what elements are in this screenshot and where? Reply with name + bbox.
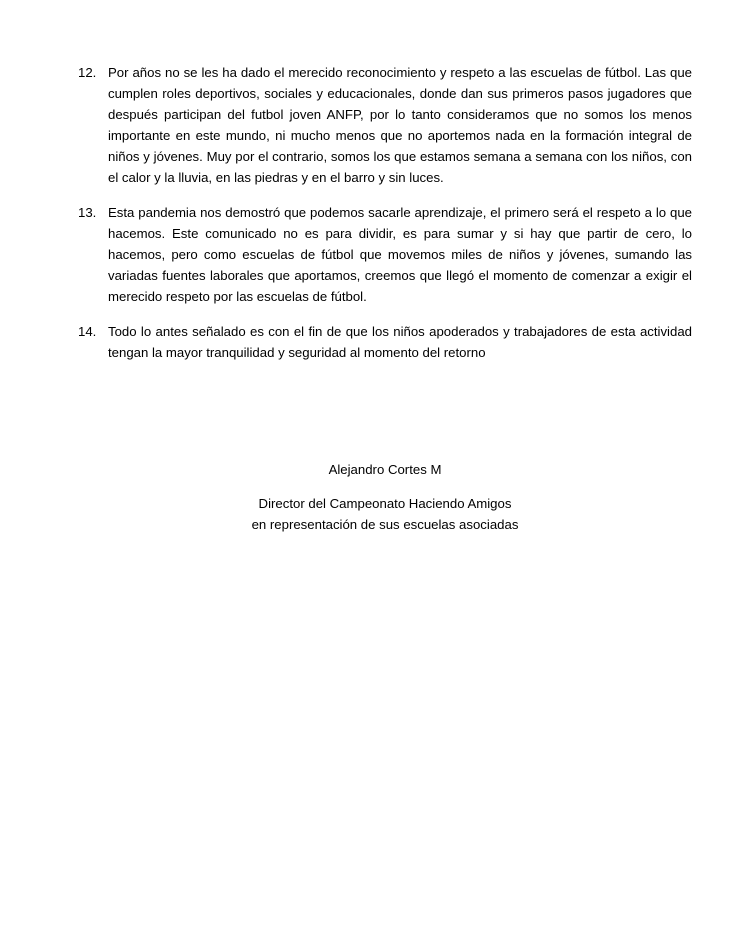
signature-name: Alejandro Cortes M [328,462,442,477]
document-body [78,62,692,535]
list-item-text: Por años no se les ha dado el merecido reconocimiento y respeto a las escuelas de fútbol. Las que cumplen roles deportivos, sociales y educacionales, donde dan sus primeros pasos jugadores que después participan del futbol joven ANFP, por lo tanto consideramos que no somos los menos importante en este mundo, ni mucho menos que no aportemos nada en la formación integral de niños y jóvenes. Muy por el contrario, somos los que estamos semana a semana con los niños, con el calor y la lluvia, en las piedras y en el barro y sin luces. [108,65,692,185]
list-item-text: Todo lo antes señalado es con el fin de que los niños apoderados y trabajadores de esta actividad tengan la mayor tranquilidad y seguridad al momento del retorno [108,324,692,360]
signature-block [78,459,692,535]
list-item-number: 14. [78,324,97,339]
list-item-number: 12. [78,65,97,80]
list-item [78,321,692,363]
signature-title-line-1: Director del Campeonato Haciendo Amigos [258,496,512,511]
list-item [78,202,692,307]
list-item-text: Esta pandemia nos demostró que podemos sacarle aprendizaje, el primero será el respeto a lo que hacemos. Este comunicado no es para dividir, es para sumar y si hay que partir de cero, lo hacemos, pero como escuelas de fútbol que movemos miles de niños y jóvenes, sumando las variadas fuentes laborales que aportamos, creemos que llegó el momento de comenzar a exigir el merecido respeto por las escuelas de fútbol. [108,205,692,304]
signature-title-line-2: en representación de sus escuelas asociadas [251,517,519,532]
list-item-number: 13. [78,205,97,220]
list-item [78,62,692,188]
